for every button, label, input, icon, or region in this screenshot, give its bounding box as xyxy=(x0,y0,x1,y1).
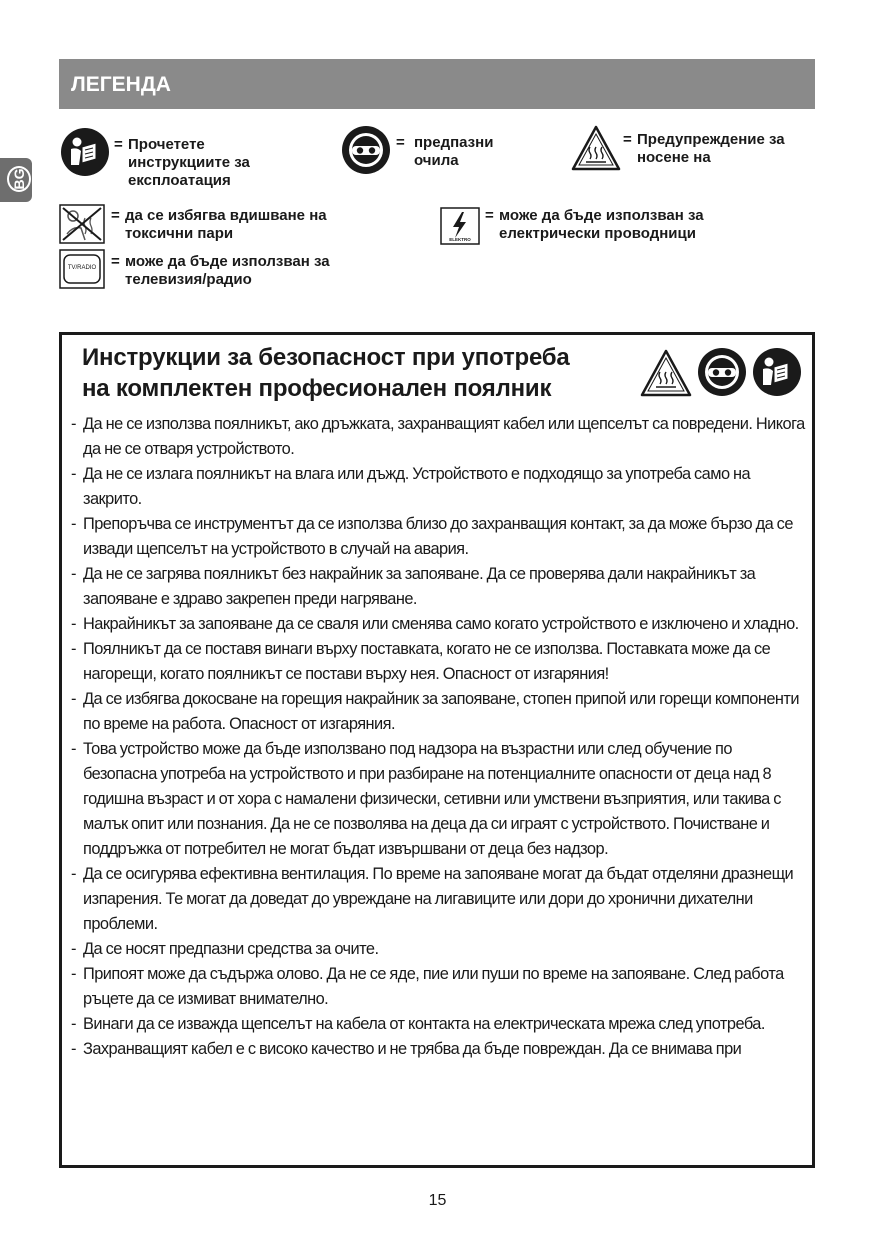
list-item: - Да се осигурява ефективна вентилация. По време на запояване могат да бъдат отделяни дразнещи изпарения. Те могат да доведат до увреждане на лигавиците или дори до хронични дихателни проблеми. xyxy=(71,862,806,937)
language-label: BG xyxy=(11,168,27,190)
language-tab xyxy=(0,158,32,202)
legend-item-tv-radio: = може да бъде използван за телевизия/радио xyxy=(111,253,330,288)
hot-surface-warning-icon xyxy=(571,125,621,171)
page-number: 15 xyxy=(428,1192,447,1209)
list-item: - Захранващият кабел е с високо качество и не трябва да бъде повреждан. Да се внимава при xyxy=(71,1037,806,1062)
tv-radio-icon-label: TV/RADIO xyxy=(67,265,97,271)
legend-item-safety-goggles: = предпазни очила xyxy=(396,134,494,169)
list-item: - Припоят може да съдържа олово. Да не се яде, пие или пуши по време на запояване. След работа ръцете да се измиват внимателно. xyxy=(71,962,806,1012)
tv-radio-icon xyxy=(59,249,105,289)
list-item: - Да се избягва докосване на горещия накрайник за запояване, стопен припой или горещи компоненти по време на работа. Опасност от изгаряния. xyxy=(71,687,806,737)
legend-header: ЛЕГЕНДА xyxy=(59,59,815,109)
list-item: - Препоръчва се инструментът да се използва близо до захранващия контакт, за да може бързо да се извади щепселът на устройството в случай на авария. xyxy=(71,512,806,562)
electric-icon-label: ELEKTRO xyxy=(449,237,471,242)
list-item: - Поялникът да се поставя винаги върху поставката, когато не се използва. Поставката може да се нагорещи, когато поялникът се постави върху нея. Опасност от изгаряния! xyxy=(71,637,806,687)
legend-item-electric-conductors: = може да бъде използван за електрически проводници xyxy=(485,207,704,242)
safety-instructions-list xyxy=(71,412,806,1062)
no-toxic-fumes-icon xyxy=(59,204,105,244)
list-item: - Това устройство може да бъде използвано под надзора на възрастни или след обучение по безопасна употреба на устройството и при разбиране на потенциалните опасности от деца над 8 годишна възраст и от хора с намалени физически, сетивни или умствени възприятия, или такива с малък опит или познания. Да не се позволява на деца да си играят с устройството. Почистване и поддръжка от потребител не могат бъдат извършвани от деца без надзор. xyxy=(71,737,806,862)
hot-surface-warning-icon xyxy=(640,349,692,397)
list-item: - Да не се излага поялникът на влага или дъжд. Устройството е подходящо за употреба само на закрито. xyxy=(71,462,806,512)
safety-instructions-box xyxy=(59,332,815,1168)
list-item: - Накрайникът за запояване да се сваля или сменява само когато устройството е изключено и хладно. xyxy=(71,612,806,637)
list-item: - Да не се загрява поялникът без накрайник за запояване. Да се проверява дали накрайникът за запояване е здраво закрепен преди нагряване. xyxy=(71,562,806,612)
read-manual-icon xyxy=(752,347,802,397)
legend-item-no-toxic-fumes: = да се избягва вдишване на токсични пари xyxy=(111,207,327,242)
legend-item-read-manual: = Прочетете инструкциите за експлоатация xyxy=(114,136,250,189)
list-item: - Винаги да се изважда щепселът на кабела от контакта на електрическата мрежа след употреба. xyxy=(71,1012,806,1037)
safety-goggles-icon xyxy=(341,125,391,175)
list-item: - Да не се използва поялникът, ако дръжката, захранващият кабел или щепселът са повредени. Никога да не се отваря устройството. xyxy=(71,412,806,462)
read-manual-icon xyxy=(60,127,110,177)
safety-title: Инструкции за безопасност при употреба на комплектен професионален поялник xyxy=(82,344,570,402)
list-item: - Да се носят предпазни средства за очите. xyxy=(71,937,806,962)
legend-item-hot-surface: = Предупреждение за носене на xyxy=(623,131,785,166)
electric-conductors-icon xyxy=(440,207,480,245)
safety-goggles-icon xyxy=(697,347,747,397)
